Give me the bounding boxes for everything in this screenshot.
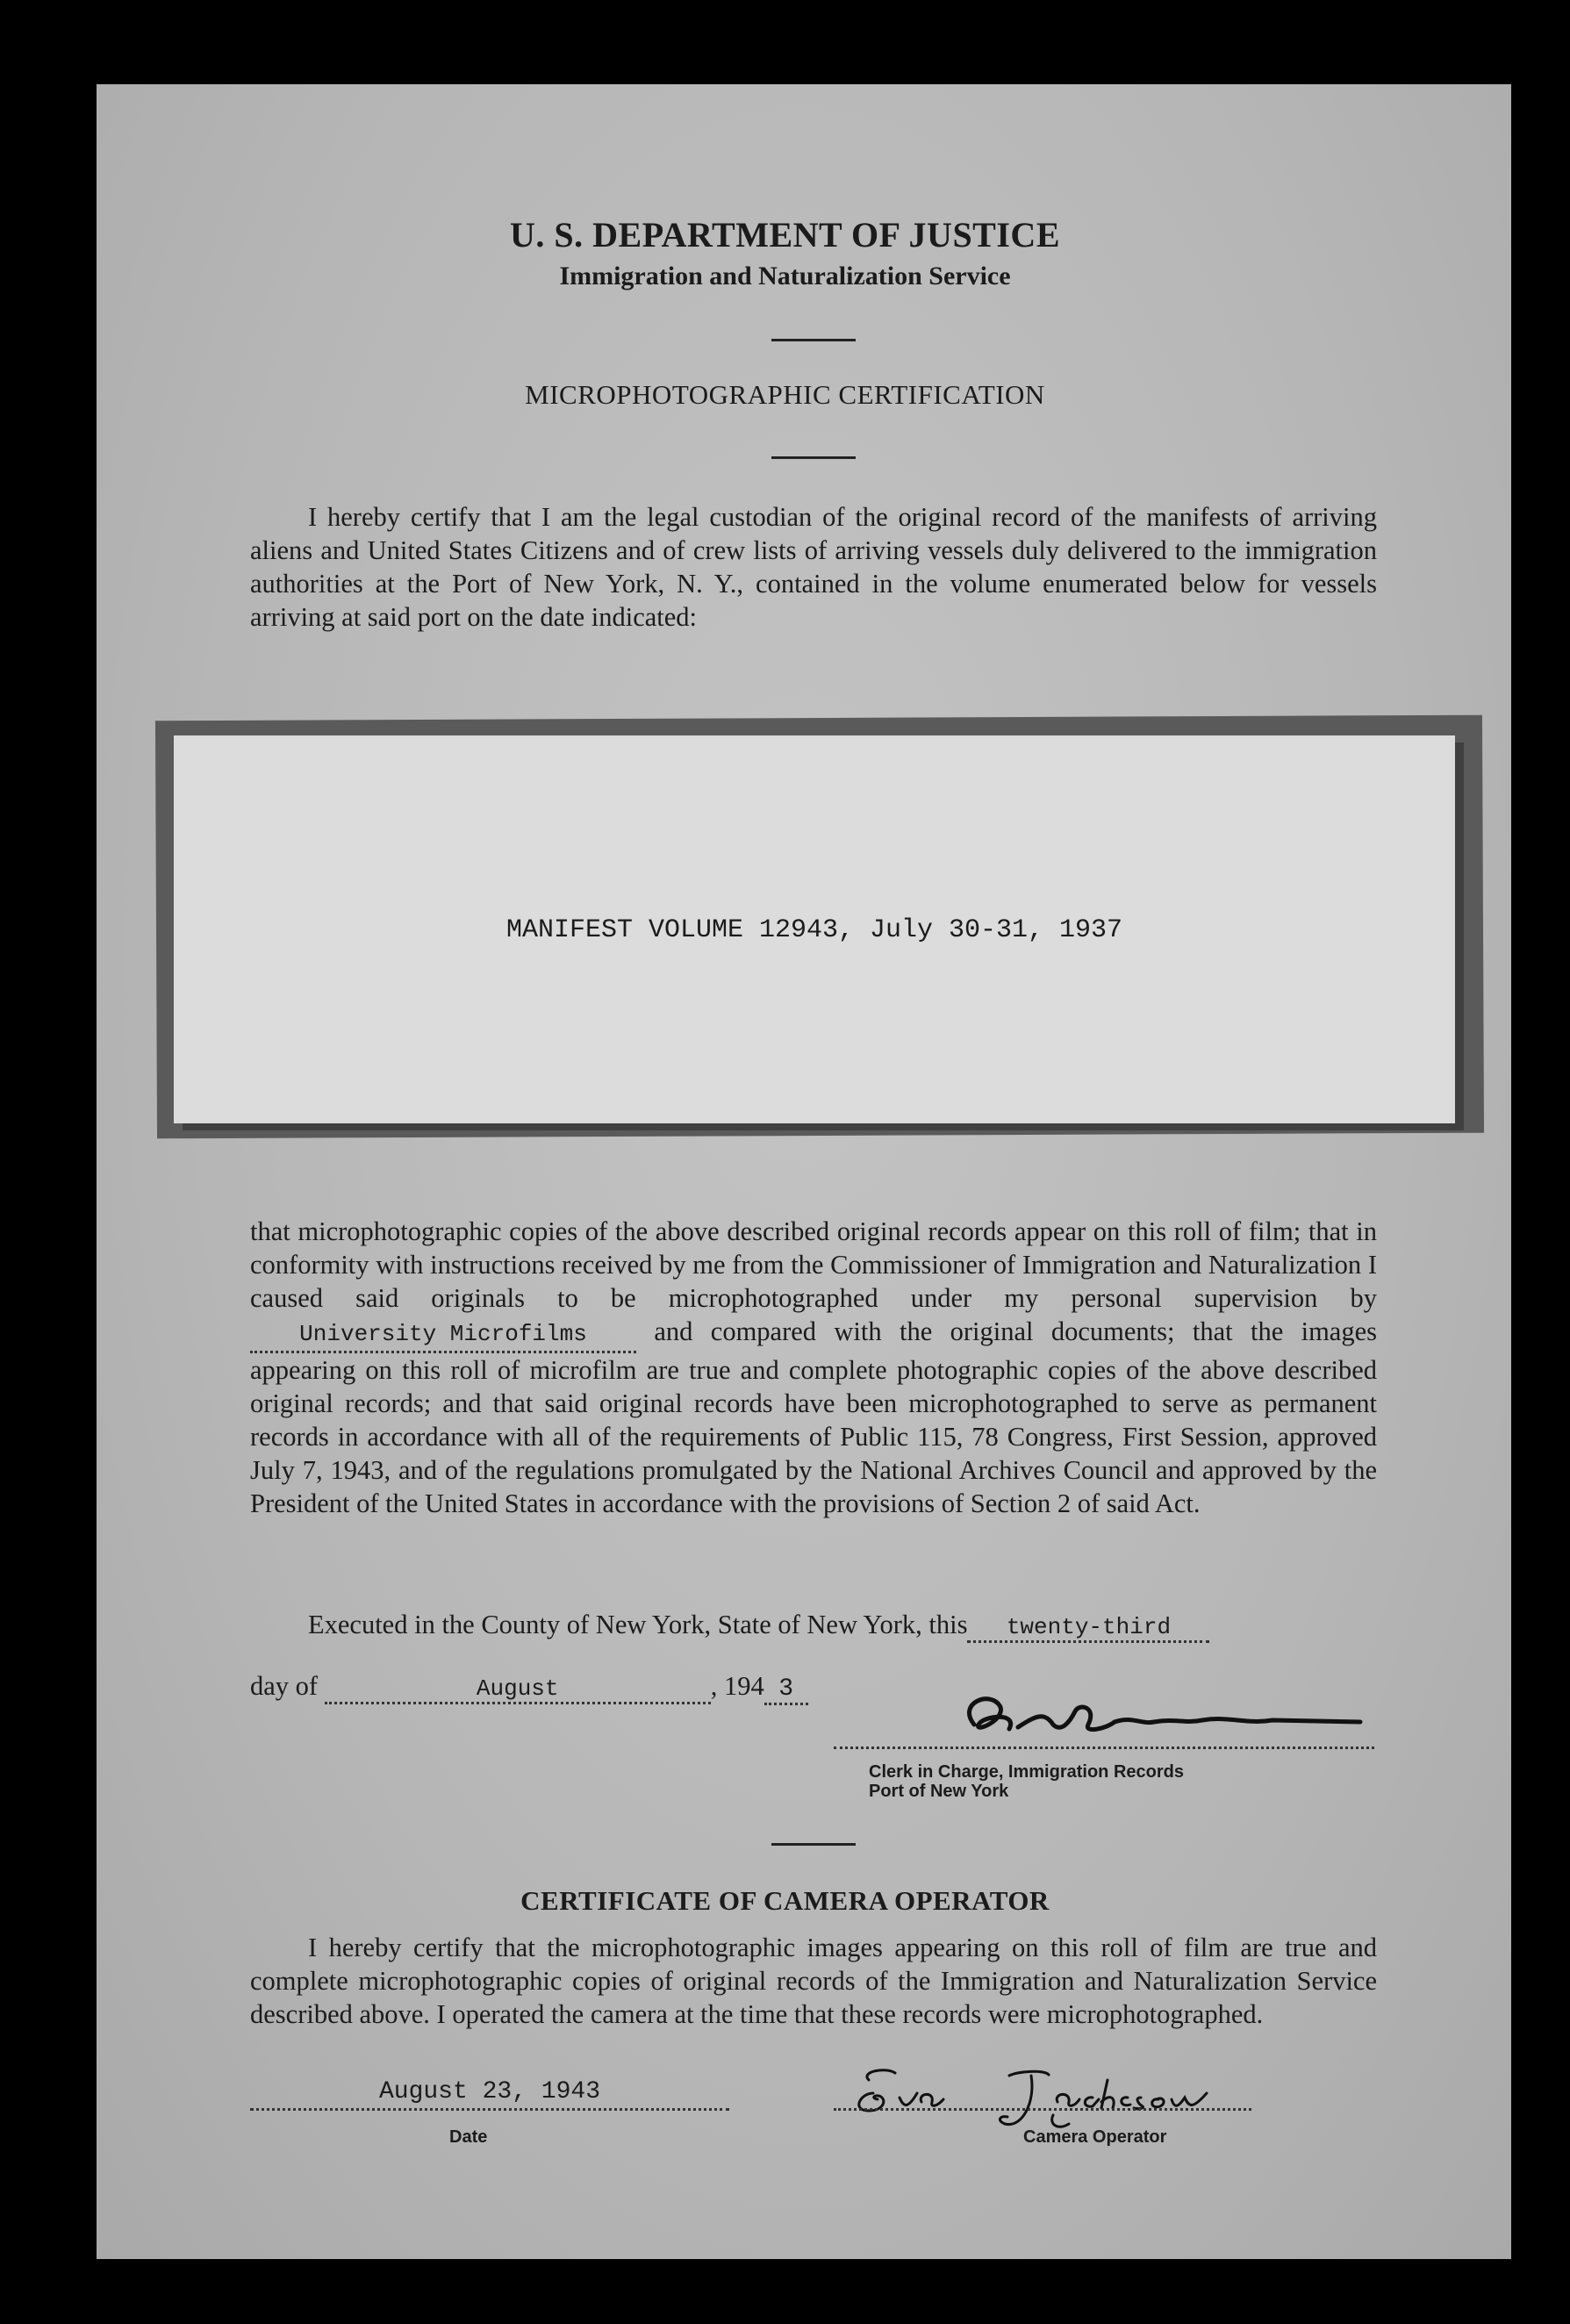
body-text-part1: that microphotographic copies of the above described original records appear on this roll of film; that in conformity with instructions received by me from the Commissioner of Immigration and Naturalization I caused said originals to be microphotographed under my personal supervision by	[250, 1216, 1377, 1313]
clerk-signature-line	[834, 1747, 1374, 1749]
operator-signature	[834, 2054, 1272, 2133]
clerk-title-line2: Port of New York	[869, 1782, 1009, 1801]
month-field: August	[325, 1675, 711, 1704]
month-line	[250, 1671, 808, 1705]
executed-prefix: Executed in the County of New York, State of New York, this	[308, 1610, 968, 1639]
body-text	[250, 1215, 1377, 1520]
camera-operator-title: CERTIFICATE OF CAMERA OPERATOR	[520, 1885, 1050, 1916]
executed-day-field: twenty-third	[967, 1614, 1209, 1643]
department-heading: U. S. DEPARTMENT OF JUSTICE	[510, 215, 1060, 255]
camera-operator-text: I hereby certify that the microphotographic images appearing on this roll of film are true and complete microphotographic copies of original records of the Immigration and Naturalization Service described above. I operated the camera at the time that these records were microphotographed.	[250, 1933, 1377, 2029]
service-heading: Immigration and Naturalization Service	[559, 262, 1011, 290]
year-digit-field: 3	[764, 1675, 808, 1705]
clerk-title	[869, 1762, 1184, 1801]
camera-operator-paragraph	[250, 1931, 1377, 2031]
photographer-field: University Microfilms	[250, 1317, 636, 1353]
operator-date-value: August 23, 1943	[378, 2078, 601, 2105]
body-text-part2: and compared with the original documents; that the images appearing on this roll of microfilm are true and complete photographic copies of the above described original records; and that said original records have been microphotographed to serve as permanent records in accordance with all of the requirements of Public 115, 78 Congress, First Session, approved July 7, 1943, and of the regulations promulgated by the National Archives Council and approved by the President of the United States in accordance with the provisions of Section 2 of said Act.	[250, 1316, 1377, 1518]
divider-rule	[771, 456, 856, 459]
executed-line	[308, 1610, 1209, 1643]
intro-text: I hereby certify that I am the legal custodian of the original record of the manifests of arriving aliens and United States Citizens and of crew lists of arriving vessels duly delivered to the immigration authorities at the Port of New York, N. Y., contained in the volume enumerated below for vessels arriving at said port on the date indicated:	[250, 502, 1377, 632]
clerk-signature	[921, 1685, 1378, 1755]
clerk-title-line1: Clerk in Charge, Immigration Records	[869, 1762, 1184, 1782]
operator-signature-line	[834, 2108, 1251, 2111]
manifest-volume-label: MANIFEST VOLUME 12943, July 30-31, 1937	[505, 915, 1123, 945]
intro-paragraph	[250, 500, 1377, 634]
date-label: Date	[449, 2127, 488, 2147]
divider-rule	[771, 339, 856, 341]
year-prefix: , 194	[710, 1671, 764, 1701]
certification-title: MICROPHOTOGRAPHIC CERTIFICATION	[525, 379, 1045, 410]
date-line	[250, 2108, 729, 2111]
body-paragraph	[250, 1215, 1377, 1520]
day-of-label: day of	[250, 1671, 319, 1701]
camera-operator-label: Camera Operator	[1023, 2127, 1167, 2147]
divider-rule	[771, 1843, 856, 1846]
